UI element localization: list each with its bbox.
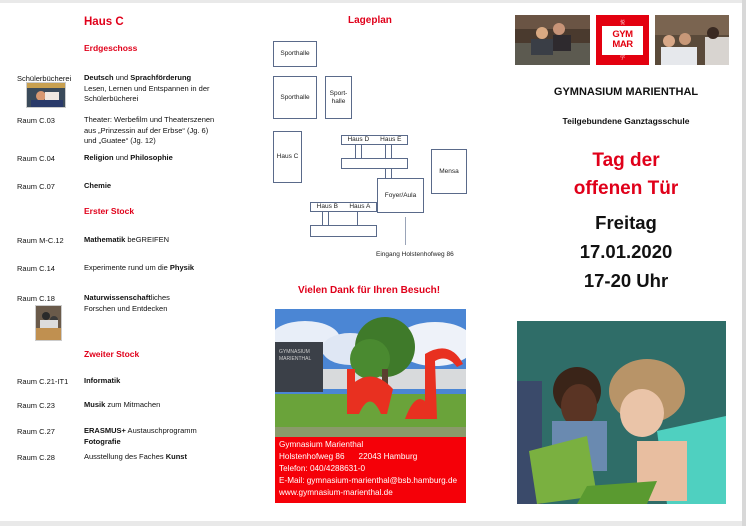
room-number: Schülerbücherei bbox=[17, 74, 72, 83]
description-line bbox=[84, 115, 254, 126]
contact-website[interactable]: www.gymnasium-marienthal.de bbox=[279, 488, 393, 497]
room-description bbox=[84, 452, 254, 463]
school-name: GYMNASIUM MARIENTHAL bbox=[553, 86, 699, 98]
map-label: Sporthalle bbox=[280, 50, 310, 57]
room-number: Raum C.28 bbox=[17, 453, 55, 462]
logo-line-2: MAR bbox=[612, 39, 633, 50]
svg-text:MARIENTHAL: MARIENTHAL bbox=[279, 356, 312, 362]
description-text: Schülerbücherei bbox=[84, 94, 139, 103]
subject-name: Physik bbox=[169, 263, 195, 272]
room-description bbox=[84, 181, 254, 192]
map-connector bbox=[355, 145, 356, 159]
event-title-line-1: Tag der bbox=[592, 150, 660, 171]
description-line bbox=[84, 400, 254, 411]
event-day: Freitag bbox=[595, 212, 657, 233]
description-line bbox=[84, 84, 254, 95]
floor-heading: Erster Stock bbox=[84, 206, 135, 216]
logo-glyph-bottom: 学 bbox=[619, 54, 625, 61]
map-label-haus-e: Haus E bbox=[380, 136, 402, 143]
map-haus-de-lower bbox=[341, 158, 408, 169]
contact-city: 22043 Hamburg bbox=[358, 452, 418, 461]
description-text: und „Guatee“ (Jg. 12) bbox=[84, 136, 156, 145]
subject-name: Religion bbox=[84, 153, 114, 162]
scrollbar[interactable] bbox=[742, 0, 746, 526]
room-description bbox=[84, 235, 254, 246]
map-haus-c bbox=[273, 131, 302, 183]
description-line bbox=[84, 126, 254, 137]
subject-name: Fotografie bbox=[84, 436, 121, 446]
students-tablet-photo bbox=[655, 15, 729, 65]
science-thumbnail bbox=[35, 305, 62, 341]
room-number: Raum M-C.12 bbox=[17, 236, 64, 245]
map-label: Sport- halle bbox=[329, 89, 348, 105]
description-text: beGREIFEN bbox=[125, 235, 170, 244]
description-line bbox=[84, 94, 254, 105]
floor-heading: Erdgeschoss bbox=[84, 43, 138, 53]
description-text: Lesen, Lernen und Entspannen in der bbox=[84, 83, 210, 93]
description-line bbox=[84, 437, 254, 448]
contact-street: Holstenhofweg 86 bbox=[279, 452, 345, 461]
map-haus-ab-lower bbox=[310, 225, 377, 237]
subject-name: Kunst bbox=[165, 452, 187, 461]
map-title: Lageplan bbox=[348, 15, 392, 26]
map-mensa bbox=[431, 149, 467, 194]
subject-name: Philosophie bbox=[130, 153, 173, 162]
room-description bbox=[84, 376, 254, 387]
subject-name: Sprachförderung bbox=[130, 73, 192, 82]
map-label-haus-d: Haus D bbox=[347, 136, 370, 143]
map-connector bbox=[328, 212, 329, 226]
children-photo-image bbox=[517, 321, 726, 504]
school-photo-image bbox=[275, 309, 466, 437]
subject-name: Musik bbox=[84, 400, 106, 409]
gymmar-logo bbox=[596, 15, 649, 65]
map-label: Foyer/Aula bbox=[384, 191, 417, 199]
subject-name: Informatik bbox=[84, 376, 121, 385]
map-connector bbox=[361, 145, 362, 159]
description-line bbox=[84, 235, 254, 246]
students-photo-image bbox=[655, 15, 729, 65]
room-number: Raum C.18 bbox=[17, 294, 55, 303]
subject-name: Deutsch bbox=[84, 73, 114, 82]
subject-name: Chemie bbox=[84, 181, 112, 190]
subject-name: ERASMUS+ bbox=[84, 426, 126, 435]
subject-name: Mathematik bbox=[84, 235, 126, 244]
svg-text:GYMNASIUM: GYMNASIUM bbox=[279, 349, 310, 355]
description-line bbox=[84, 376, 254, 387]
logo-text bbox=[602, 26, 643, 55]
event-info bbox=[513, 208, 739, 295]
map-label-haus-b: Haus B bbox=[316, 203, 338, 210]
map-connector bbox=[385, 145, 386, 159]
room-number: Raum C.21-IT1 bbox=[17, 377, 69, 386]
description-text: Forschen und Entdecken bbox=[84, 303, 168, 313]
description-line bbox=[84, 136, 254, 147]
map-haus-ab bbox=[310, 202, 377, 212]
contact-email[interactable]: E-Mail: gymnasium-marienthal@bsb.hamburg.de bbox=[279, 476, 458, 485]
room-description bbox=[84, 115, 254, 147]
map-sporthalle-2 bbox=[273, 76, 317, 119]
description-line bbox=[84, 263, 254, 274]
event-title-line-2: offenen Tür bbox=[573, 178, 679, 199]
description-line bbox=[84, 304, 254, 315]
map-entrance-label: Eingang Holstenhofweg 86 bbox=[376, 251, 454, 258]
map-connector bbox=[357, 212, 358, 226]
event-time: 17-20 Uhr bbox=[583, 270, 669, 291]
map-sporthalle-3 bbox=[325, 76, 352, 119]
room-number: Raum C.23 bbox=[17, 401, 55, 410]
map-connector bbox=[391, 145, 392, 159]
map-foyer-aula bbox=[377, 178, 424, 213]
map-connector bbox=[322, 212, 323, 226]
event-title bbox=[513, 147, 739, 203]
children-photo bbox=[517, 321, 726, 504]
subject-name: Naturwissenschaft bbox=[84, 293, 151, 302]
map-entrance-line bbox=[405, 217, 406, 245]
description-text: und bbox=[113, 153, 131, 162]
event-date: 17.01.2020 bbox=[579, 241, 673, 262]
description-text: Theater: Werbefilm und Theaterszenen bbox=[84, 115, 215, 124]
room-number: Raum C.14 bbox=[17, 264, 55, 273]
room-description bbox=[84, 153, 254, 164]
description-line bbox=[84, 452, 254, 463]
floor-heading: Zweiter Stock bbox=[84, 349, 140, 359]
room-number: Raum C.07 bbox=[17, 182, 55, 191]
description-line bbox=[84, 426, 254, 437]
map-haus-de bbox=[341, 135, 408, 145]
room-description bbox=[84, 400, 254, 411]
room-description bbox=[84, 426, 254, 447]
room-description bbox=[84, 263, 254, 274]
description-line bbox=[84, 293, 254, 304]
library-thumbnail bbox=[26, 82, 66, 108]
description-text: zum Mitmachen bbox=[105, 400, 161, 409]
school-sculpture-photo bbox=[275, 309, 466, 437]
library-photo-image bbox=[515, 15, 590, 65]
room-number: Raum C.04 bbox=[17, 154, 55, 163]
description-text: und bbox=[113, 73, 131, 82]
description-text: aus „Prinzessin auf der Erbse“ (Jg. 6) bbox=[84, 125, 209, 135]
room-number: Raum C.27 bbox=[17, 427, 55, 436]
school-subtitle: Teilgebundene Ganztagsschule bbox=[562, 116, 690, 126]
room-description bbox=[84, 293, 254, 314]
map-sporthalle-1 bbox=[273, 41, 317, 67]
contact-phone: Telefon: 040/4288631-0 bbox=[279, 464, 366, 473]
map-label: Mensa bbox=[439, 167, 459, 175]
description-text: Ausstellung des Faches bbox=[84, 452, 166, 461]
flyer-page bbox=[0, 3, 742, 521]
logo-line-1: GYM bbox=[612, 29, 633, 40]
haus-c-title: Haus C bbox=[84, 16, 124, 28]
contact-name: Gymnasium Marienthal bbox=[279, 440, 364, 449]
library-reading-photo bbox=[515, 15, 590, 65]
thanks-heading: Vielen Dank für Ihren Besuch! bbox=[298, 285, 441, 296]
description-text: Experimente rund um die bbox=[84, 263, 170, 272]
description-text: liches bbox=[150, 293, 170, 302]
map-label: Haus C bbox=[276, 153, 299, 160]
map-label: Sporthalle bbox=[280, 93, 310, 101]
room-number: Raum C.03 bbox=[17, 116, 55, 125]
contact-address bbox=[279, 451, 462, 463]
description-line bbox=[84, 73, 254, 84]
room-description bbox=[84, 73, 254, 105]
logo-glyph-top: 悦 bbox=[619, 19, 625, 26]
contact-box bbox=[275, 437, 466, 503]
description-line bbox=[84, 181, 254, 192]
map-label-haus-a: Haus A bbox=[349, 203, 371, 210]
description-line bbox=[84, 153, 254, 164]
description-text: Austauschprogramm bbox=[125, 426, 197, 435]
